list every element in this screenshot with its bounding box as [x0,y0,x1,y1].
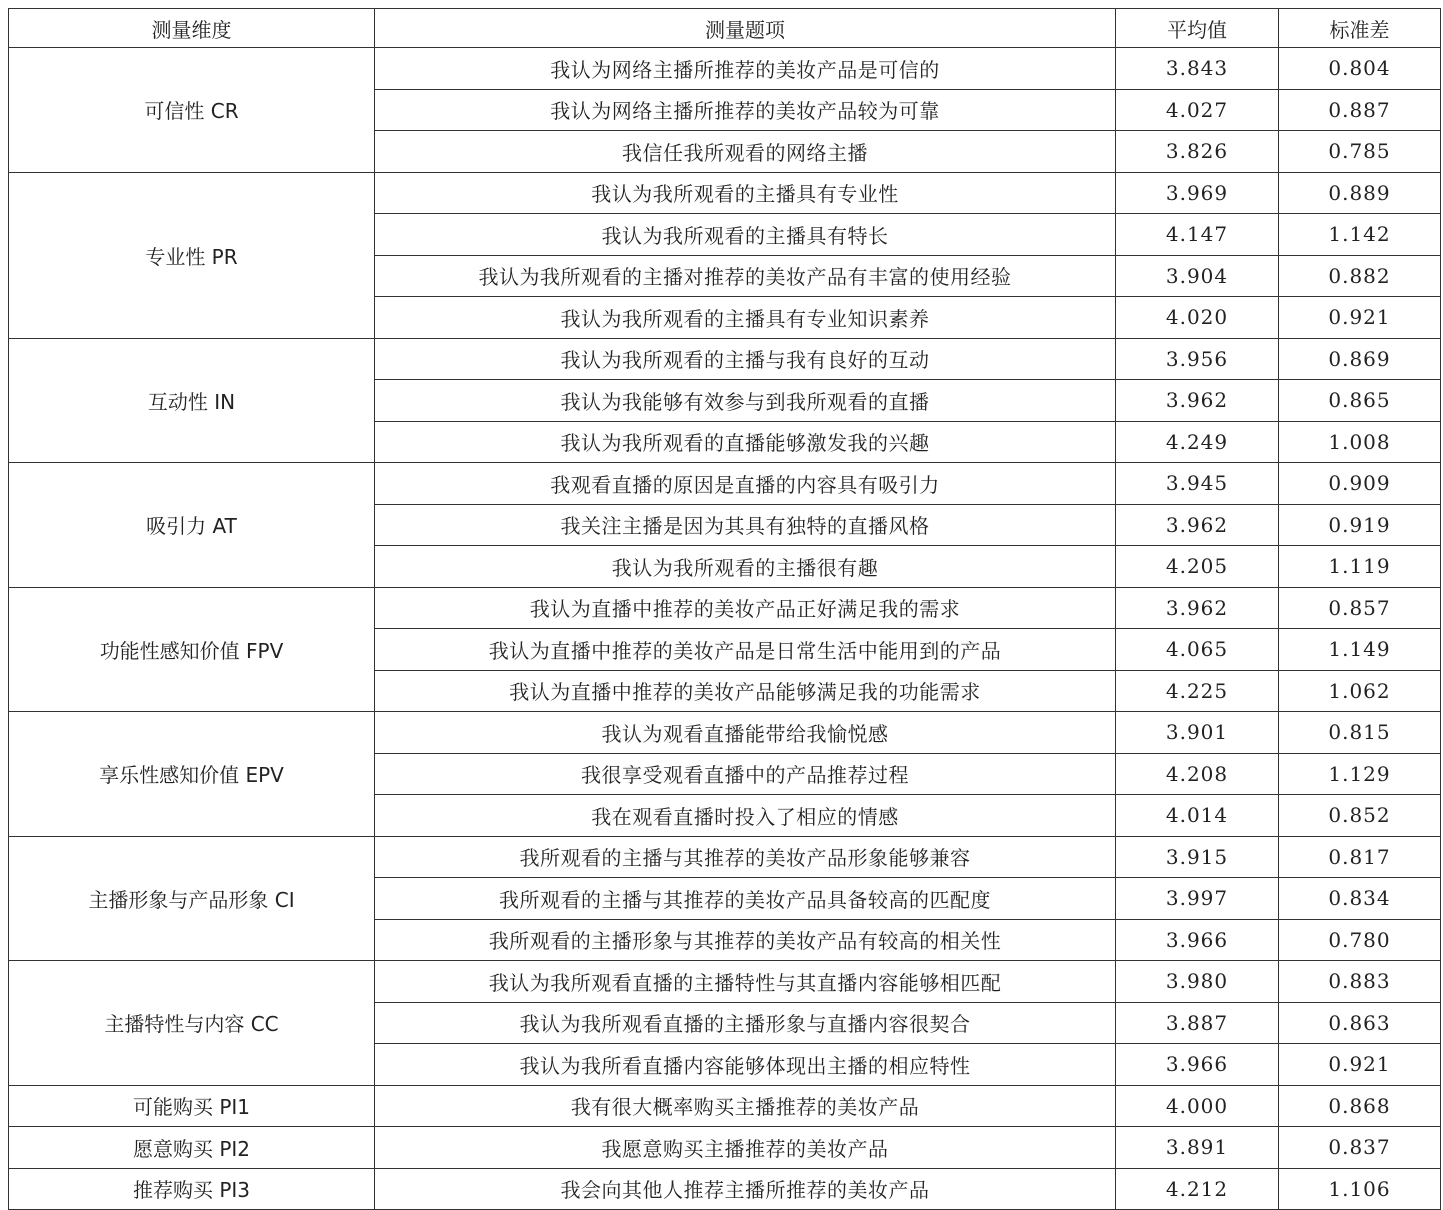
mean-cell: 3.962 [1116,380,1279,422]
mean-cell: 4.147 [1116,214,1279,256]
mean-cell: 3.997 [1116,878,1279,920]
sd-cell: 1.062 [1279,670,1441,712]
table-row [9,587,1441,629]
sd-cell: 0.887 [1279,89,1441,131]
mean-cell: 3.966 [1116,1044,1279,1086]
item-cell: 我所观看的主播与其推荐的美妆产品形象能够兼容 [375,836,1116,878]
item-cell: 我认为我所观看的主播对推荐的美妆产品有丰富的使用经验 [375,255,1116,297]
item-cell: 我在观看直播时投入了相应的情感 [375,795,1116,837]
item-cell: 我认为网络主播所推荐的美妆产品是可信的 [375,48,1116,90]
item-cell: 我认为我能够有效参与到我所观看的直播 [375,380,1116,422]
mean-cell: 3.915 [1116,836,1279,878]
item-cell: 我会向其他人推荐主播所推荐的美妆产品 [375,1168,1116,1210]
sd-cell: 0.837 [1279,1127,1441,1169]
dimension-cell: 推荐购买 PI3 [9,1168,375,1210]
item-cell: 我认为我所观看的主播很有趣 [375,546,1116,588]
sd-cell: 0.882 [1279,255,1441,297]
item-cell: 我认为观看直播能带给我愉悦感 [375,712,1116,754]
sd-cell: 0.868 [1279,1085,1441,1127]
header-mean: 平均值 [1116,9,1279,48]
mean-cell: 3.826 [1116,131,1279,173]
measurement-table [8,8,1441,1210]
sd-cell: 0.834 [1279,878,1441,920]
sd-cell: 0.889 [1279,172,1441,214]
mean-cell: 3.962 [1116,504,1279,546]
item-cell: 我认为直播中推荐的美妆产品能够满足我的功能需求 [375,670,1116,712]
mean-cell: 3.962 [1116,587,1279,629]
table-body [9,48,1441,1210]
item-cell: 我愿意购买主播推荐的美妆产品 [375,1127,1116,1169]
item-cell: 我认为网络主播所推荐的美妆产品较为可靠 [375,89,1116,131]
item-cell: 我信任我所观看的网络主播 [375,131,1116,173]
mean-cell: 3.966 [1116,919,1279,961]
mean-cell: 3.891 [1116,1127,1279,1169]
sd-cell: 0.815 [1279,712,1441,754]
table-row [9,463,1441,505]
mean-cell: 4.205 [1116,546,1279,588]
table-row [9,961,1441,1003]
mean-cell: 3.956 [1116,338,1279,380]
sd-cell: 0.869 [1279,338,1441,380]
dimension-cell: 愿意购买 PI2 [9,1127,375,1169]
table-row [9,1127,1441,1169]
sd-cell: 1.142 [1279,214,1441,256]
dimension-cell: 主播特性与内容 CC [9,961,375,1086]
mean-cell: 3.887 [1116,1002,1279,1044]
item-cell: 我认为我所观看的主播具有专业知识素养 [375,297,1116,339]
mean-cell: 4.000 [1116,1085,1279,1127]
item-cell: 我很享受观看直播中的产品推荐过程 [375,753,1116,795]
table-row [9,48,1441,90]
header-item: 测量题项 [375,9,1116,48]
sd-cell: 0.919 [1279,504,1441,546]
dimension-cell: 吸引力 AT [9,463,375,588]
sd-cell: 0.909 [1279,463,1441,505]
sd-cell: 0.785 [1279,131,1441,173]
table-header [9,9,1441,48]
mean-cell: 4.212 [1116,1168,1279,1210]
item-cell: 我认为我所观看的主播具有特长 [375,214,1116,256]
item-cell: 我所观看的主播形象与其推荐的美妆产品有较高的相关性 [375,919,1116,961]
sd-cell: 0.780 [1279,919,1441,961]
mean-cell: 4.065 [1116,629,1279,671]
item-cell: 我认为我所观看的直播能够激发我的兴趣 [375,421,1116,463]
mean-cell: 4.020 [1116,297,1279,339]
item-cell: 我观看直播的原因是直播的内容具有吸引力 [375,463,1116,505]
mean-cell: 3.901 [1116,712,1279,754]
dimension-cell: 可能购买 PI1 [9,1085,375,1127]
item-cell: 我认为我所观看直播的主播形象与直播内容很契合 [375,1002,1116,1044]
mean-cell: 4.225 [1116,670,1279,712]
sd-cell: 1.149 [1279,629,1441,671]
item-cell: 我所观看的主播与其推荐的美妆产品具备较高的匹配度 [375,878,1116,920]
sd-cell: 1.119 [1279,546,1441,588]
table-row [9,836,1441,878]
dimension-cell: 功能性感知价值 FPV [9,587,375,712]
mean-cell: 3.904 [1116,255,1279,297]
mean-cell: 3.969 [1116,172,1279,214]
sd-cell: 0.883 [1279,961,1441,1003]
dimension-cell: 享乐性感知价值 EPV [9,712,375,837]
mean-cell: 4.014 [1116,795,1279,837]
table-row [9,172,1441,214]
mean-cell: 4.208 [1116,753,1279,795]
table-row [9,1168,1441,1210]
header-dimension: 测量维度 [9,9,375,48]
sd-cell: 1.106 [1279,1168,1441,1210]
header-row [9,9,1441,48]
sd-cell: 0.804 [1279,48,1441,90]
sd-cell: 0.857 [1279,587,1441,629]
header-sd: 标准差 [1279,9,1441,48]
item-cell: 我有很大概率购买主播推荐的美妆产品 [375,1085,1116,1127]
mean-cell: 3.843 [1116,48,1279,90]
sd-cell: 0.863 [1279,1002,1441,1044]
mean-cell: 4.027 [1116,89,1279,131]
item-cell: 我认为我所观看直播的主播特性与其直播内容能够相匹配 [375,961,1116,1003]
item-cell: 我认为我所观看的主播与我有良好的互动 [375,338,1116,380]
item-cell: 我认为我所观看的主播具有专业性 [375,172,1116,214]
mean-cell: 4.249 [1116,421,1279,463]
item-cell: 我关注主播是因为其具有独特的直播风格 [375,504,1116,546]
dimension-cell: 专业性 PR [9,172,375,338]
sd-cell: 0.817 [1279,836,1441,878]
sd-cell: 1.008 [1279,421,1441,463]
sd-cell: 0.921 [1279,1044,1441,1086]
table-row [9,712,1441,754]
item-cell: 我认为我所看直播内容能够体现出主播的相应特性 [375,1044,1116,1086]
table-row [9,338,1441,380]
sd-cell: 0.852 [1279,795,1441,837]
mean-cell: 3.980 [1116,961,1279,1003]
item-cell: 我认为直播中推荐的美妆产品正好满足我的需求 [375,587,1116,629]
dimension-cell: 主播形象与产品形象 CI [9,836,375,961]
mean-cell: 3.945 [1116,463,1279,505]
sd-cell: 1.129 [1279,753,1441,795]
sd-cell: 0.921 [1279,297,1441,339]
dimension-cell: 互动性 IN [9,338,375,463]
item-cell: 我认为直播中推荐的美妆产品是日常生活中能用到的产品 [375,629,1116,671]
dimension-cell: 可信性 CR [9,48,375,173]
sd-cell: 0.865 [1279,380,1441,422]
table-row [9,1085,1441,1127]
